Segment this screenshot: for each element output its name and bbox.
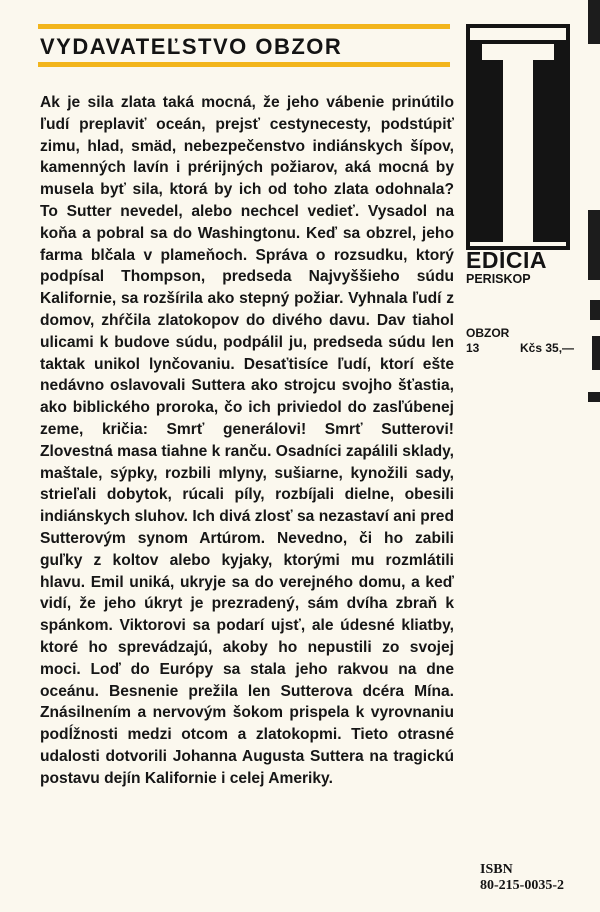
spine-top-bar <box>588 0 600 44</box>
logo-column <box>503 60 533 242</box>
bottom-accent-rule <box>38 62 450 67</box>
publisher-name: VYDAVATEĽSTVO OBZOR <box>40 34 343 59</box>
series-number: 13 <box>466 341 480 355</box>
isbn-label: ISBN <box>480 862 513 877</box>
isbn-number: 80-215-0035-2 <box>480 878 564 893</box>
spine-lettering-fragment <box>588 392 600 402</box>
logo-capital <box>482 44 554 60</box>
logo-lintel <box>470 28 566 40</box>
edition-label: EDÍCIA <box>466 247 547 273</box>
spine-lettering-fragment <box>588 210 600 280</box>
spine-edge <box>586 0 600 912</box>
logo-base <box>470 242 566 246</box>
spine-lettering-fragment <box>590 300 600 320</box>
edition-series: PERISKOP <box>466 272 531 286</box>
blurb-text: Ak je sila zlata taká mocná, že jeho vábenie prinútilo ľudí preplaviť oceán, prejsť cestynecesty, podstúpiť zimu, hlad, smäd, nebezpečenstvo indiánskych šípov, kamenných lavín i prérijných požiarov, aká mocná by musela byť sila, ktorá by ich od toho zlata odohnala? To Sutter nevedel, alebo nechcel vedieť. Vysadol na koňa a pobral sa do Washingtonu. Keď sa obzrel, jeho farma blčala v plameňoch. Správa o rozsudku, ktorý podpísal Thompson, predseda Najvyššieho súdu Kalifornie, sa rozšírila ako stepný požiar. Vyhnala ľudí z domov, zhŕčila zlatokopov do divého davu. Dav tiahol ulicami k budove súdu, podpálil ju, predseda súdu len taktak unikol lynčovaniu. Desaťtisíce ľudí, ktorí ešte nedávno oslavovali Suttera ako strojcu svojho šťastia, ako biblického proroka, čo ich priviedol do zasľúbenej zeme, kričia: Smrť generálovi! Smrť Sutterovi! Zlovestná masa tiahne k ranču. Osadníci zapálili sklady, maštale, sýpky, rozbili mlyny, sušiarne, kynožili sady, strieľali dobytok, rúcali píly, rozbíjali dielne, obesili indiánskych sluhov. Ich divá zlosť sa nezastaví ani pred Sutterovým synom Artúrom. Nevedno, či ho zabili guľky z koltov alebo kyjaky, ktorými mu rozmlátili hlavu. Emil uniká, ukryje sa do verejného domu, a keď vidí, že jeho úkryt je prezradený, sám dvíha zbraň k spánkom. Viktorovi sa podarí ujsť, ale údesné kliatby, ktoré ho sprevádzajú, akoby ho nepustili zo svojej moci. Loď do Európy sa stala jeho rakvou na dne oceánu. Besnenie prežila len Sutterova dcéra Mína. Znásilnením a nervovým šokom prispela k vyrovnaniu podĺžnosti medzi otcom a zlatokopmi. Tieto otrasné udalosti dotvorili Johanna Augusta Suttera na tragickú postavu dejín Kalifornie i celej Ameriky. <box>40 94 454 787</box>
top-accent-rule <box>38 24 450 29</box>
spine-lettering-fragment <box>592 336 600 370</box>
price: Kčs 35,— <box>520 341 575 355</box>
series-name: OBZOR <box>466 326 510 340</box>
